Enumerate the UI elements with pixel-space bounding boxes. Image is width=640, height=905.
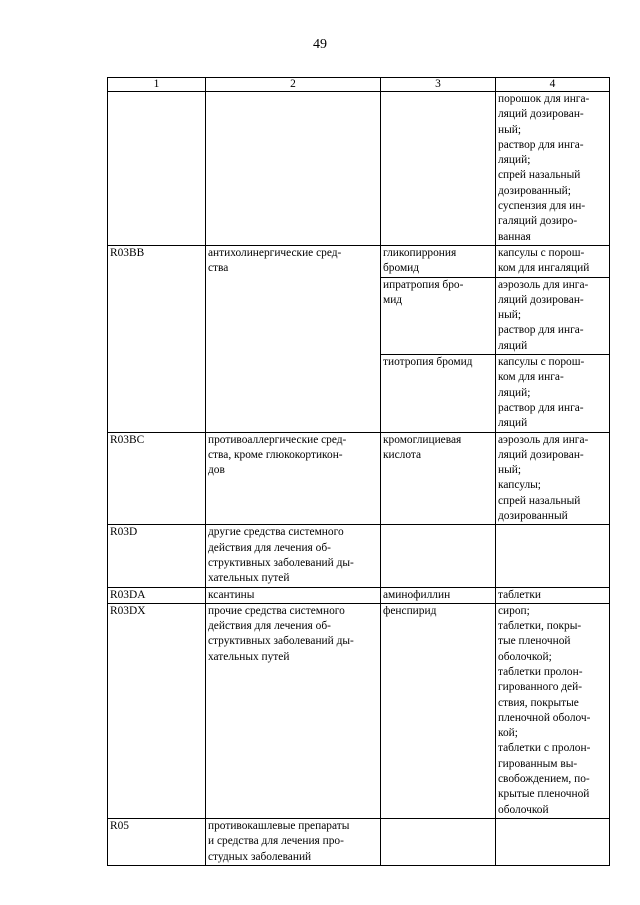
group-cell: противоаллергические сред- ства, кроме глюкокортикон- дов — [206, 432, 381, 525]
substance-cell — [381, 92, 496, 246]
code-cell: R03DA — [108, 587, 206, 603]
column-header-2: 2 — [206, 78, 381, 92]
substance-cell: ипратропия бро- мид — [381, 277, 496, 354]
code-cell: R03D — [108, 525, 206, 587]
column-header-1: 1 — [108, 78, 206, 92]
table-row — [108, 92, 610, 246]
form-cell: сироп; таблетки, покры- тые пленочной оболочкой; таблетки пролон- гированного дей- ствия, покрытые пленочной оболоч- кой; таблетки с пролон- гированным вы- свобождением, по- крытые пленочной оболочкой — [496, 603, 610, 818]
form-cell: капсулы с порош- ком для инга- ляций; раствор для инга- ляций — [496, 355, 610, 432]
group-cell: прочие средства системного действия для лечения об- структивных заболеваний ды- хательных путей — [206, 603, 381, 818]
table-row — [108, 603, 610, 818]
group-cell: антихолинергические сред- ства — [206, 245, 381, 432]
code-cell — [108, 92, 206, 246]
code-cell: R05 — [108, 818, 206, 865]
substance-cell: гликопиррония бромид — [381, 245, 496, 277]
header-row — [108, 78, 610, 92]
code-cell: R03BB — [108, 245, 206, 432]
group-cell — [206, 92, 381, 246]
medication-table — [107, 77, 610, 866]
form-cell — [496, 818, 610, 865]
column-header-4: 4 — [496, 78, 610, 92]
form-cell — [496, 525, 610, 587]
table-row — [108, 245, 610, 277]
table-row — [108, 587, 610, 603]
table-row — [108, 432, 610, 525]
column-header-3: 3 — [381, 78, 496, 92]
substance-cell: кромоглициевая кислота — [381, 432, 496, 525]
form-cell: порошок для инга- ляций дозирован- ный; раствор для инга- ляций; спрей назальный дозированный; суспензия для ин- галяций дозиро- ванная — [496, 92, 610, 246]
group-cell: ксантины — [206, 587, 381, 603]
substance-cell: тиотропия бромид — [381, 355, 496, 432]
page-number: 49 — [313, 37, 327, 52]
form-cell: капсулы с порош- ком для ингаляций — [496, 245, 610, 277]
substance-cell — [381, 525, 496, 587]
table-row — [108, 818, 610, 865]
table-row — [108, 525, 610, 587]
code-cell: R03DX — [108, 603, 206, 818]
form-cell: аэрозоль для инга- ляций дозирован- ный; капсулы; спрей назальный дозированный — [496, 432, 610, 525]
form-cell: таблетки — [496, 587, 610, 603]
substance-cell: аминофиллин — [381, 587, 496, 603]
form-cell: аэрозоль для инга- ляций дозирован- ный; раствор для инга- ляций — [496, 277, 610, 354]
substance-cell — [381, 818, 496, 865]
code-cell: R03BC — [108, 432, 206, 525]
group-cell: противокашлевые препараты и средства для лечения про- студных заболеваний — [206, 818, 381, 865]
group-cell: другие средства системного действия для лечения об- структивных заболеваний ды- хательных путей — [206, 525, 381, 587]
substance-cell: фенспирид — [381, 603, 496, 818]
